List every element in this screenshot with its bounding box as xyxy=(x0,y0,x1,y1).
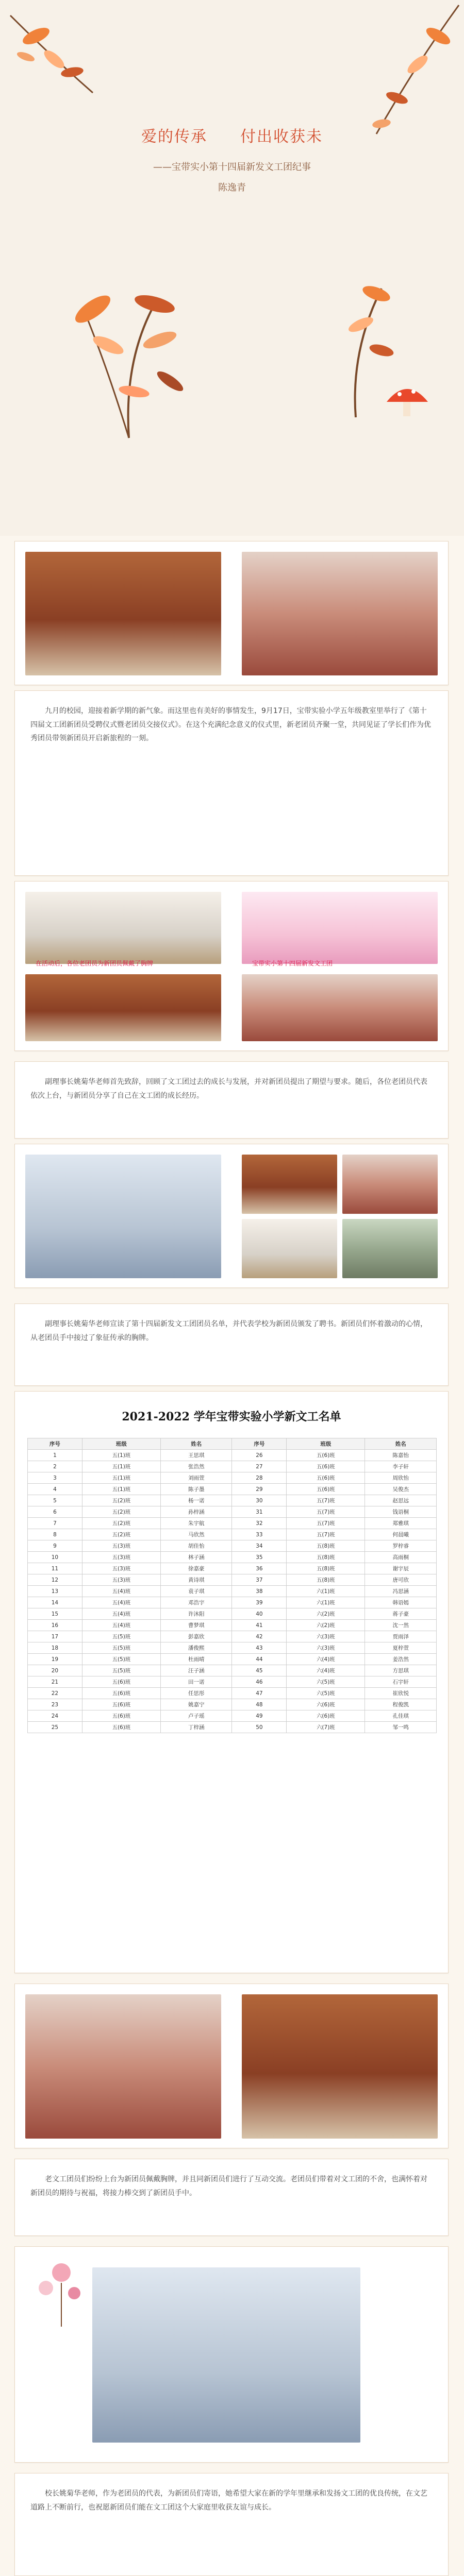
roster-row xyxy=(28,1506,437,1518)
roster-cell: 五(3)班 xyxy=(82,1540,160,1552)
roster-row xyxy=(28,1665,437,1676)
roster-cell: 五(6)班 xyxy=(82,1699,160,1710)
roster-cell: 五(8)班 xyxy=(287,1552,365,1563)
roster-cell: 朱宇航 xyxy=(160,1518,232,1529)
roster-cell: 10 xyxy=(28,1552,82,1563)
hero-subtitle: ——宝带实小第十四届新发文工团纪事 xyxy=(153,162,311,173)
roster-row xyxy=(28,1574,437,1586)
roster-cell: 姚嘉宁 xyxy=(160,1699,232,1710)
roster-cell: 任思彤 xyxy=(160,1688,232,1699)
roster-cell: 五(1)班 xyxy=(82,1461,160,1472)
roster-cell: 50 xyxy=(232,1722,287,1733)
roster-cell: 刘雨萱 xyxy=(160,1472,232,1484)
roster-cell: 袁子琪 xyxy=(160,1586,232,1597)
roster-title: 2021-2022 学年宝带实验小学新文工名单 xyxy=(122,1410,341,1423)
roster-cell: 五(2)班 xyxy=(82,1506,160,1518)
roster-cell: 五(7)班 xyxy=(287,1506,365,1518)
roster-cell: 6 xyxy=(28,1506,82,1518)
roster-cell: 何晨曦 xyxy=(365,1529,437,1540)
roster-header: 姓名 xyxy=(365,1438,437,1450)
roster-cell: 五(6)班 xyxy=(82,1722,160,1733)
roster-cell: 六(3)班 xyxy=(287,1642,365,1654)
roster-cell: 五(7)班 xyxy=(287,1518,365,1529)
roster-cell: 13 xyxy=(28,1586,82,1597)
photo-students-2 xyxy=(242,974,438,1041)
roster-row xyxy=(28,1710,437,1722)
roster-row xyxy=(28,1654,437,1665)
roster-cell: 五(3)班 xyxy=(82,1574,160,1586)
roster-cell: 张浩然 xyxy=(160,1461,232,1472)
roster-cell: 9 xyxy=(28,1540,82,1552)
roster-cell: 五(4)班 xyxy=(82,1586,160,1597)
roster-row xyxy=(28,1461,437,1472)
photo-classroom-left xyxy=(25,552,221,675)
roster-cell: 五(5)班 xyxy=(82,1631,160,1642)
roster-cell: 2 xyxy=(28,1461,82,1472)
roster-cell: 22 xyxy=(28,1688,82,1699)
roster-cell: 47 xyxy=(232,1688,287,1699)
roster-cell: 杨一诺 xyxy=(160,1495,232,1506)
roster-cell: 六(5)班 xyxy=(287,1688,365,1699)
photo-students-1 xyxy=(25,974,221,1041)
roster-cell: 33 xyxy=(232,1529,287,1540)
roster-row xyxy=(28,1484,437,1495)
roster-cell: 五(1)班 xyxy=(82,1450,160,1461)
roster-cell: 12 xyxy=(28,1574,82,1586)
roster-cell: 五(6)班 xyxy=(287,1450,365,1461)
section-1-card xyxy=(14,690,449,876)
roster-cell: 五(8)班 xyxy=(287,1540,365,1552)
roster-cell: 赵思远 xyxy=(365,1495,437,1506)
roster-cell: 石宇轩 xyxy=(365,1676,437,1688)
roster-cell: 4 xyxy=(28,1484,82,1495)
roster-row xyxy=(28,1722,437,1733)
section-2-paragraph: 副理事长姚菊华老师首先致辞，回顾了文工团过去的成长与发展，并对新团员提出了期望与要求。随后，各位老团员代表依次上台，与新团员分享了自己在文工团的成长经历。 xyxy=(30,1078,427,1100)
roster-cell: 40 xyxy=(232,1608,287,1620)
photo-badge-right xyxy=(242,1994,438,2139)
roster-cell: 五(2)班 xyxy=(82,1518,160,1529)
photo-speech xyxy=(25,1155,221,1278)
roster-cell: 39 xyxy=(232,1597,287,1608)
roster-cell: 48 xyxy=(232,1699,287,1710)
roster-cell: 六(2)班 xyxy=(287,1620,365,1631)
roster-cell: 16 xyxy=(28,1620,82,1631)
roster-cell: 孙梓涵 xyxy=(160,1506,232,1518)
roster-cell: 杜雨晴 xyxy=(160,1654,232,1665)
roster-row xyxy=(28,1608,437,1620)
section-1-images xyxy=(14,881,449,1051)
roster-cell: 27 xyxy=(232,1461,287,1472)
roster-cell: 五(6)班 xyxy=(82,1676,160,1688)
roster-cell: 方思琪 xyxy=(365,1665,437,1676)
section-1-paragraph: 九月的校园，迎接着新学期的新气象。而这里也有美好的事情发生，9月17日，宝带实验小学五年级教室里举行了《第十四届文工团新团员受聘仪式暨老团员交接仪式》。在这个充满纪念意义的仪式里，新老团员齐聚一堂，共同见证了学长们作为优秀团员带领新团员开启新旅程的一刻。 xyxy=(30,707,431,743)
flower-decor-icon xyxy=(30,2257,92,2329)
roster-cell: 六(1)班 xyxy=(287,1597,365,1608)
roster-cell: 徐嘉豪 xyxy=(160,1563,232,1574)
photo-badge-left xyxy=(25,1994,221,2139)
hero-banner xyxy=(0,0,464,536)
roster-cell: 五(7)班 xyxy=(287,1529,365,1540)
roster-cell: 43 xyxy=(232,1642,287,1654)
photo-speaker xyxy=(92,2267,360,2443)
roster-header: 序号 xyxy=(232,1438,287,1450)
hero-author: 陈逸青 xyxy=(218,182,246,193)
roster-cell: 15 xyxy=(28,1608,82,1620)
roster-cell: 汪子涵 xyxy=(160,1665,232,1676)
roster-cell: 3 xyxy=(28,1472,82,1484)
roster-header: 班级 xyxy=(82,1438,160,1450)
roster-cell: 26 xyxy=(232,1450,287,1461)
roster-cell: 19 xyxy=(28,1654,82,1665)
roster-cell: 五(3)班 xyxy=(82,1563,160,1574)
branch-top-left-icon xyxy=(5,5,139,139)
roster-cell: 六(6)班 xyxy=(287,1699,365,1710)
roster-row xyxy=(28,1495,437,1506)
roster-body xyxy=(28,1450,437,1733)
roster-cell: 丁梓涵 xyxy=(160,1722,232,1733)
roster-row xyxy=(28,1642,437,1654)
photo-grid-2 xyxy=(342,1155,438,1214)
roster-cell: 六(5)班 xyxy=(287,1676,365,1688)
roster-header-row xyxy=(28,1438,437,1450)
roster-cell: 20 xyxy=(28,1665,82,1676)
roster-row xyxy=(28,1563,437,1574)
photo-grid-1 xyxy=(242,1155,337,1214)
roster-cell: 五(1)班 xyxy=(82,1484,160,1495)
roster-cell: 邓浩宇 xyxy=(160,1597,232,1608)
slide-right xyxy=(242,892,438,964)
roster-cell: 五(6)班 xyxy=(287,1472,365,1484)
roster-cell: 23 xyxy=(28,1699,82,1710)
roster-cell: 7 xyxy=(28,1518,82,1529)
roster-header: 序号 xyxy=(28,1438,82,1450)
roster-cell: 37 xyxy=(232,1574,287,1586)
roster-row xyxy=(28,1620,437,1631)
roster-cell: 沈一然 xyxy=(365,1620,437,1631)
roster-cell: 11 xyxy=(28,1563,82,1574)
roster-cell: 程俊凯 xyxy=(365,1699,437,1710)
roster-row xyxy=(28,1699,437,1710)
section-2-images xyxy=(14,1144,449,1288)
roster-cell: 崔欣悦 xyxy=(365,1688,437,1699)
roster-cell: 冯思涵 xyxy=(365,1586,437,1597)
roster-cell: 44 xyxy=(232,1654,287,1665)
roster-cell: 六(2)班 xyxy=(287,1608,365,1620)
slide-right-caption: 宝带实小第十四届新发文工团 xyxy=(252,960,333,967)
roster-cell: 周欣怡 xyxy=(365,1472,437,1484)
roster-cell: 38 xyxy=(232,1586,287,1597)
roster-row xyxy=(28,1472,437,1484)
roster-cell: 郑雅琪 xyxy=(365,1518,437,1529)
roster-cell: 25 xyxy=(28,1722,82,1733)
roster-cell: 五(2)班 xyxy=(82,1495,160,1506)
roster-cell: 45 xyxy=(232,1665,287,1676)
roster-row xyxy=(28,1552,437,1563)
section-4-paragraph: 老文工团员们纷纷上台为新团员佩戴胸牌，并且同新团员们进行了互动交流。老团员们带着对文工团的不舍，也满怀着对新团员的期待与祝福，将接力棒交到了新团员手中。 xyxy=(30,2175,427,2197)
roster-cell: 五(7)班 xyxy=(287,1495,365,1506)
photo-classroom-right xyxy=(242,552,438,675)
roster-cell: 许沐阳 xyxy=(160,1608,232,1620)
roster-cell: 黄诗琪 xyxy=(160,1574,232,1586)
roster-cell: 高雨桐 xyxy=(365,1552,437,1563)
roster-cell: 五(1)班 xyxy=(82,1472,160,1484)
section-5-card xyxy=(14,2473,449,2576)
slide-left-caption: 在活动后，各位老团员为新团员佩戴了胸牌 xyxy=(36,960,154,967)
roster-cell: 36 xyxy=(232,1563,287,1574)
roster-header: 班级 xyxy=(287,1438,365,1450)
photo-grid-4 xyxy=(342,1219,438,1278)
roster-row xyxy=(28,1529,437,1540)
section-3-card xyxy=(14,1303,449,1386)
roster-cell: 24 xyxy=(28,1710,82,1722)
roster-cell: 谢宇辰 xyxy=(365,1563,437,1574)
roster-cell: 陈嘉怡 xyxy=(365,1450,437,1461)
roster-cell: 姜浩然 xyxy=(365,1654,437,1665)
roster-cell: 六(6)班 xyxy=(287,1710,365,1722)
roster-cell: 卢子瑶 xyxy=(160,1710,232,1722)
roster-cell: 陈子墨 xyxy=(160,1484,232,1495)
roster-row xyxy=(28,1540,437,1552)
section-4-images xyxy=(14,1984,449,2148)
roster-cell: 8 xyxy=(28,1529,82,1540)
roster-cell: 32 xyxy=(232,1518,287,1529)
roster-cell: 五(6)班 xyxy=(82,1688,160,1699)
slide-left xyxy=(25,892,221,964)
photo-strip-1 xyxy=(14,541,449,685)
photo-grid-3 xyxy=(242,1219,337,1278)
roster-cell: 42 xyxy=(232,1631,287,1642)
roster-cell: 49 xyxy=(232,1710,287,1722)
roster-cell: 35 xyxy=(232,1552,287,1563)
roster-row xyxy=(28,1688,437,1699)
roster-cell: 邹一鸣 xyxy=(365,1722,437,1733)
section-2-card xyxy=(14,1061,449,1139)
roster-cell: 五(6)班 xyxy=(287,1461,365,1472)
roster-cell: 五(6)班 xyxy=(287,1484,365,1495)
roster-cell: 孔佳琪 xyxy=(365,1710,437,1722)
section-5-images xyxy=(14,2246,449,2463)
roster-cell: 五(4)班 xyxy=(82,1597,160,1608)
roster-cell: 五(5)班 xyxy=(82,1642,160,1654)
roster-cell: 蒋子豪 xyxy=(365,1608,437,1620)
roster-cell: 五(5)班 xyxy=(82,1665,160,1676)
roster-row xyxy=(28,1450,437,1461)
roster-row xyxy=(28,1518,437,1529)
hero-title: 爱的传承 付出收获未 xyxy=(141,128,323,146)
roster-cell: 六(4)班 xyxy=(287,1665,365,1676)
roster-cell: 六(3)班 xyxy=(287,1631,365,1642)
roster-cell: 五(6)班 xyxy=(82,1710,160,1722)
roster-cell: 唐可欣 xyxy=(365,1574,437,1586)
section-5-paragraph: 校长姚菊华老师，作为老团员的代表，为新团员们寄语，她希望大家在新的学年里继承和发扬文工团的优良传统，在文艺道路上不断前行，也祝愿新团员们能在文工团这个大家庭里收获友谊与成长。 xyxy=(30,2489,427,2512)
roster-cell: 潘俊熙 xyxy=(160,1642,232,1654)
roster-card xyxy=(14,1391,449,1973)
roster-cell: 钱语桐 xyxy=(365,1506,437,1518)
roster-cell: 28 xyxy=(232,1472,287,1484)
roster-row xyxy=(28,1676,437,1688)
roster-cell: 马欣然 xyxy=(160,1529,232,1540)
roster-cell: 田一诺 xyxy=(160,1676,232,1688)
hero-title-block xyxy=(0,124,464,194)
roster-cell: 夏梓萱 xyxy=(365,1642,437,1654)
roster-cell: 46 xyxy=(232,1676,287,1688)
roster-cell: 韩语嫣 xyxy=(365,1597,437,1608)
roster-cell: 吴俊杰 xyxy=(365,1484,437,1495)
roster-cell: 五(8)班 xyxy=(287,1574,365,1586)
roster-cell: 18 xyxy=(28,1642,82,1654)
roster-cell: 六(1)班 xyxy=(287,1586,365,1597)
roster-cell: 21 xyxy=(28,1676,82,1688)
roster-cell: 五(3)班 xyxy=(82,1552,160,1563)
roster-cell: 41 xyxy=(232,1620,287,1631)
roster-cell: 5 xyxy=(28,1495,82,1506)
roster-cell: 1 xyxy=(28,1450,82,1461)
roster-row xyxy=(28,1586,437,1597)
roster-cell: 29 xyxy=(232,1484,287,1495)
section-3-paragraph: 副理事长姚菊华老师宣读了第十四届新发文工团团员名单，并代表学校为新团员颁发了聘书。新团员们怀着激动的心情，从老团员手中接过了象征传承的胸牌。 xyxy=(30,1320,427,1342)
roster-cell: 34 xyxy=(232,1540,287,1552)
roster-cell: 五(4)班 xyxy=(82,1620,160,1631)
roster-cell: 彭嘉欣 xyxy=(160,1631,232,1642)
roster-header: 姓名 xyxy=(160,1438,232,1450)
roster-cell: 胡佳怡 xyxy=(160,1540,232,1552)
roster-cell: 王思琪 xyxy=(160,1450,232,1461)
foliage-left-icon xyxy=(52,175,247,443)
roster-cell: 五(8)班 xyxy=(287,1563,365,1574)
roster-table xyxy=(27,1438,437,1733)
roster-cell: 五(5)班 xyxy=(82,1654,160,1665)
roster-cell: 六(4)班 xyxy=(287,1654,365,1665)
roster-cell: 30 xyxy=(232,1495,287,1506)
mushroom-scene-icon xyxy=(289,185,443,422)
roster-cell: 14 xyxy=(28,1597,82,1608)
roster-row xyxy=(28,1597,437,1608)
roster-cell: 六(7)班 xyxy=(287,1722,365,1733)
roster-cell: 31 xyxy=(232,1506,287,1518)
roster-cell: 罗梓睿 xyxy=(365,1540,437,1552)
roster-row xyxy=(28,1631,437,1642)
roster-cell: 林子涵 xyxy=(160,1552,232,1563)
roster-cell: 贾雨泽 xyxy=(365,1631,437,1642)
roster-cell: 五(2)班 xyxy=(82,1529,160,1540)
roster-cell: 曹梦琪 xyxy=(160,1620,232,1631)
roster-cell: 17 xyxy=(28,1631,82,1642)
roster-cell: 李子轩 xyxy=(365,1461,437,1472)
roster-cell: 五(4)班 xyxy=(82,1608,160,1620)
section-4-card xyxy=(14,2159,449,2236)
